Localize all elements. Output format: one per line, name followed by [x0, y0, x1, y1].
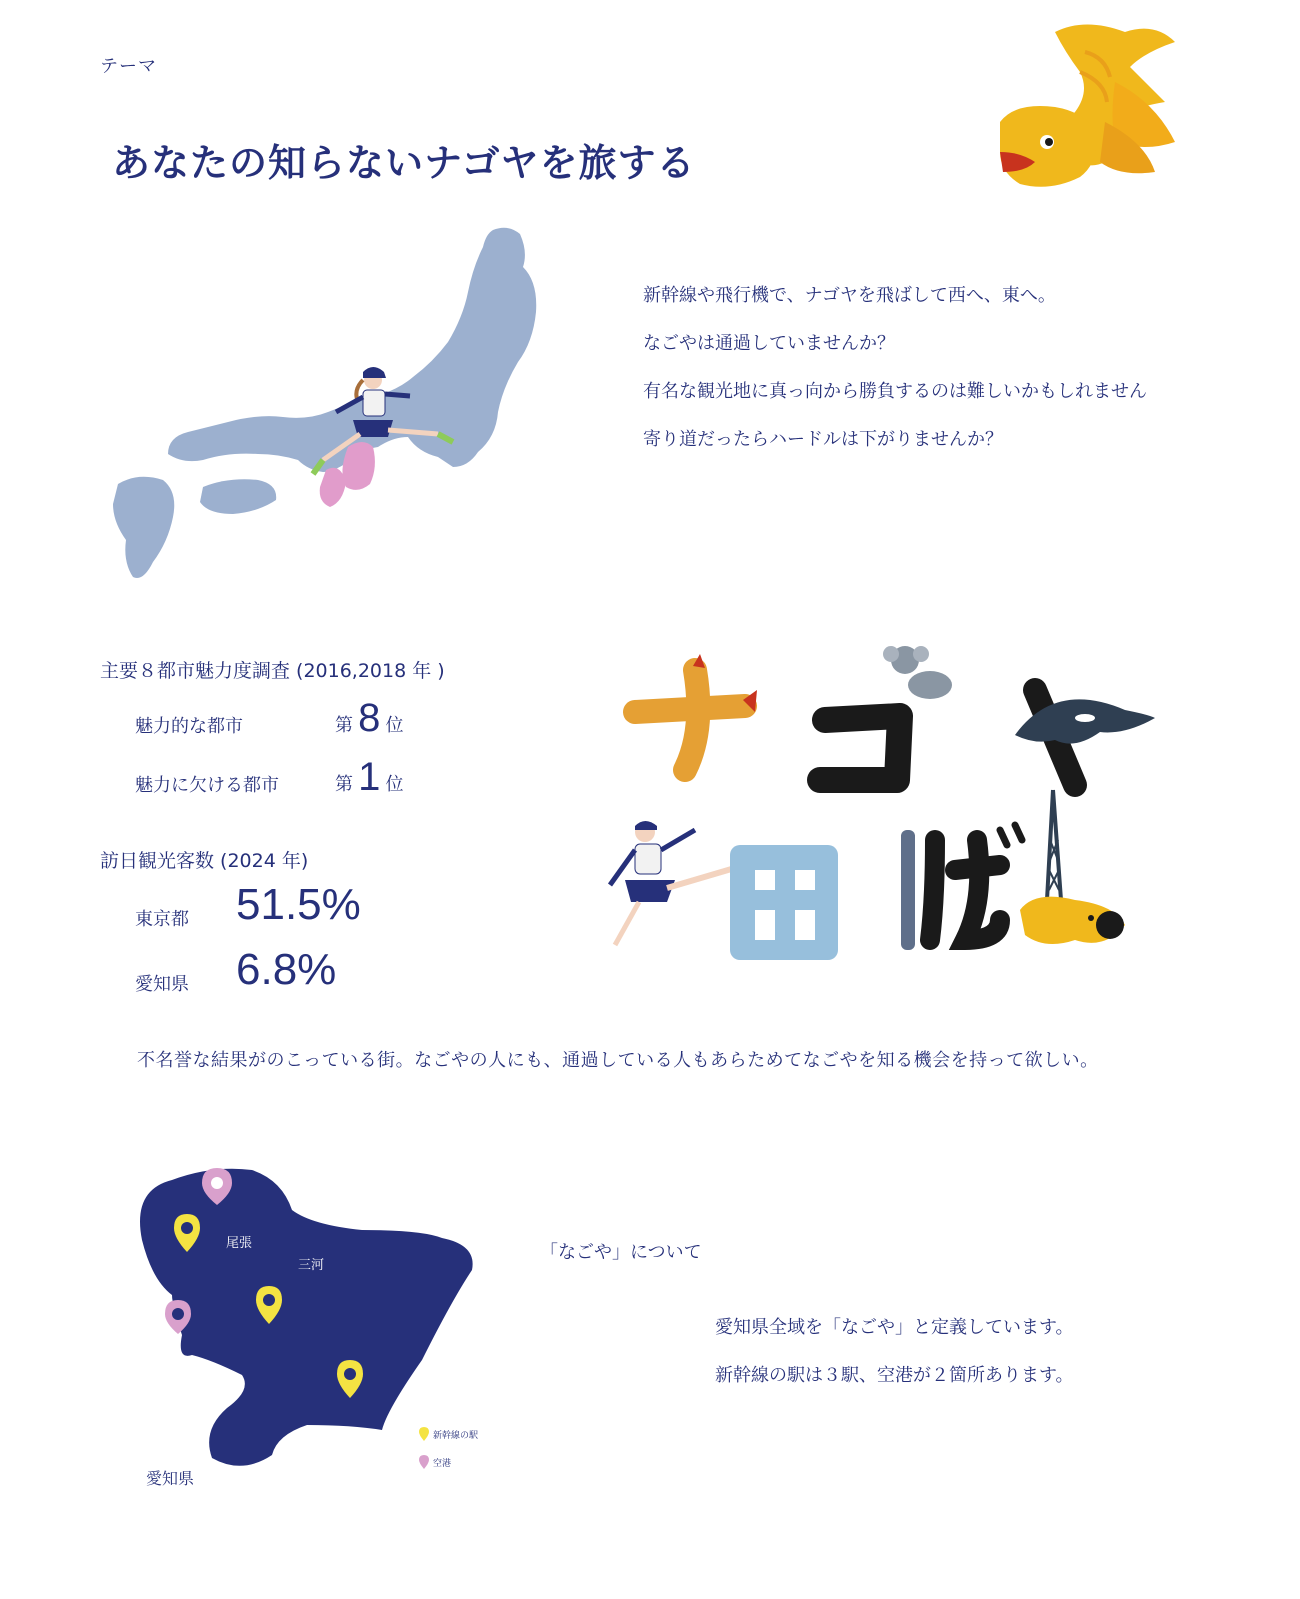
visitors-value: 51.5% [236, 880, 361, 929]
recorder-illustration [901, 830, 915, 950]
map-legend [419, 1424, 478, 1472]
visitors-row-label: 愛知県 [135, 974, 189, 995]
logo-char-ya [1015, 690, 1155, 785]
map-label-prefecture: 愛知県 [146, 1469, 195, 1488]
logo-char-shi [1020, 790, 1125, 944]
logo-char-go [820, 646, 952, 780]
survey-rank [335, 757, 403, 797]
survey-rank [335, 698, 403, 738]
intro-line: 寄り道だったらハードルは下がりませんか？ [643, 429, 1003, 450]
rank-number: 1 [358, 755, 381, 799]
about-title: 「なごや」について [540, 1242, 702, 1263]
closing-text: 不名誉な結果がのこっている街。なごやの人にも、通過している人もあらためてなごやを知る機会を持って欲しい。 [137, 1050, 1099, 1071]
airport-legend-icon [419, 1455, 429, 1469]
page-title: あなたの知らないナゴヤを旅する [112, 141, 696, 185]
map-label-owari: 尾張 [226, 1236, 253, 1251]
intro-line: なごやは通過していませんか？ [643, 333, 895, 354]
legend-label: 空港 [433, 1458, 452, 1469]
about-line: 愛知県全域を「なごや」と定義しています。 [715, 1317, 1074, 1338]
legend-label: 新幹線の駅 [433, 1430, 479, 1441]
about-text [715, 1304, 1074, 1400]
survey-row-label: 魅力に欠ける都市 [135, 775, 279, 796]
intro-line: 新幹線や飛行機で、ナゴヤを飛ばして西へ、東へ。 [643, 285, 1056, 306]
map-label-mikawa: 三河 [298, 1258, 325, 1273]
station-legend-icon [419, 1427, 429, 1441]
about-line: 新幹線の駅は３駅、空港が２箇所あります。 [715, 1365, 1074, 1386]
nagoya-tobashi-logo [605, 640, 1185, 990]
legend-item [419, 1424, 478, 1444]
cheerleader-kicking [610, 821, 745, 945]
visitors-row-label: 東京都 [135, 909, 189, 930]
rank-prefix: 第 [335, 774, 353, 795]
intro-text [643, 272, 1263, 464]
visitors-heading: 訪日観光客数 (2024 年) [100, 850, 309, 872]
rank-suffix: 位 [385, 774, 404, 795]
rank-suffix: 位 [385, 715, 404, 736]
logo-char-ba [930, 825, 1022, 940]
legend-item [419, 1452, 478, 1472]
japan-map [108, 222, 548, 587]
theme-label: テーマ [100, 56, 157, 77]
shachihoko-illustration [995, 12, 1185, 192]
survey-heading: 主要８都市魅力度調査 (2016,2018 年 ) [100, 660, 445, 682]
rank-number: 8 [358, 696, 381, 740]
logo-char-na [635, 654, 757, 770]
rank-prefix: 第 [335, 715, 353, 736]
logo-char-hi [730, 845, 838, 960]
survey-row-label: 魅力的な都市 [135, 716, 243, 737]
visitors-value: 6.8% [236, 945, 337, 994]
intro-line: 有名な観光地に真っ向から勝負するのは難しいかもしれません [643, 381, 1147, 402]
